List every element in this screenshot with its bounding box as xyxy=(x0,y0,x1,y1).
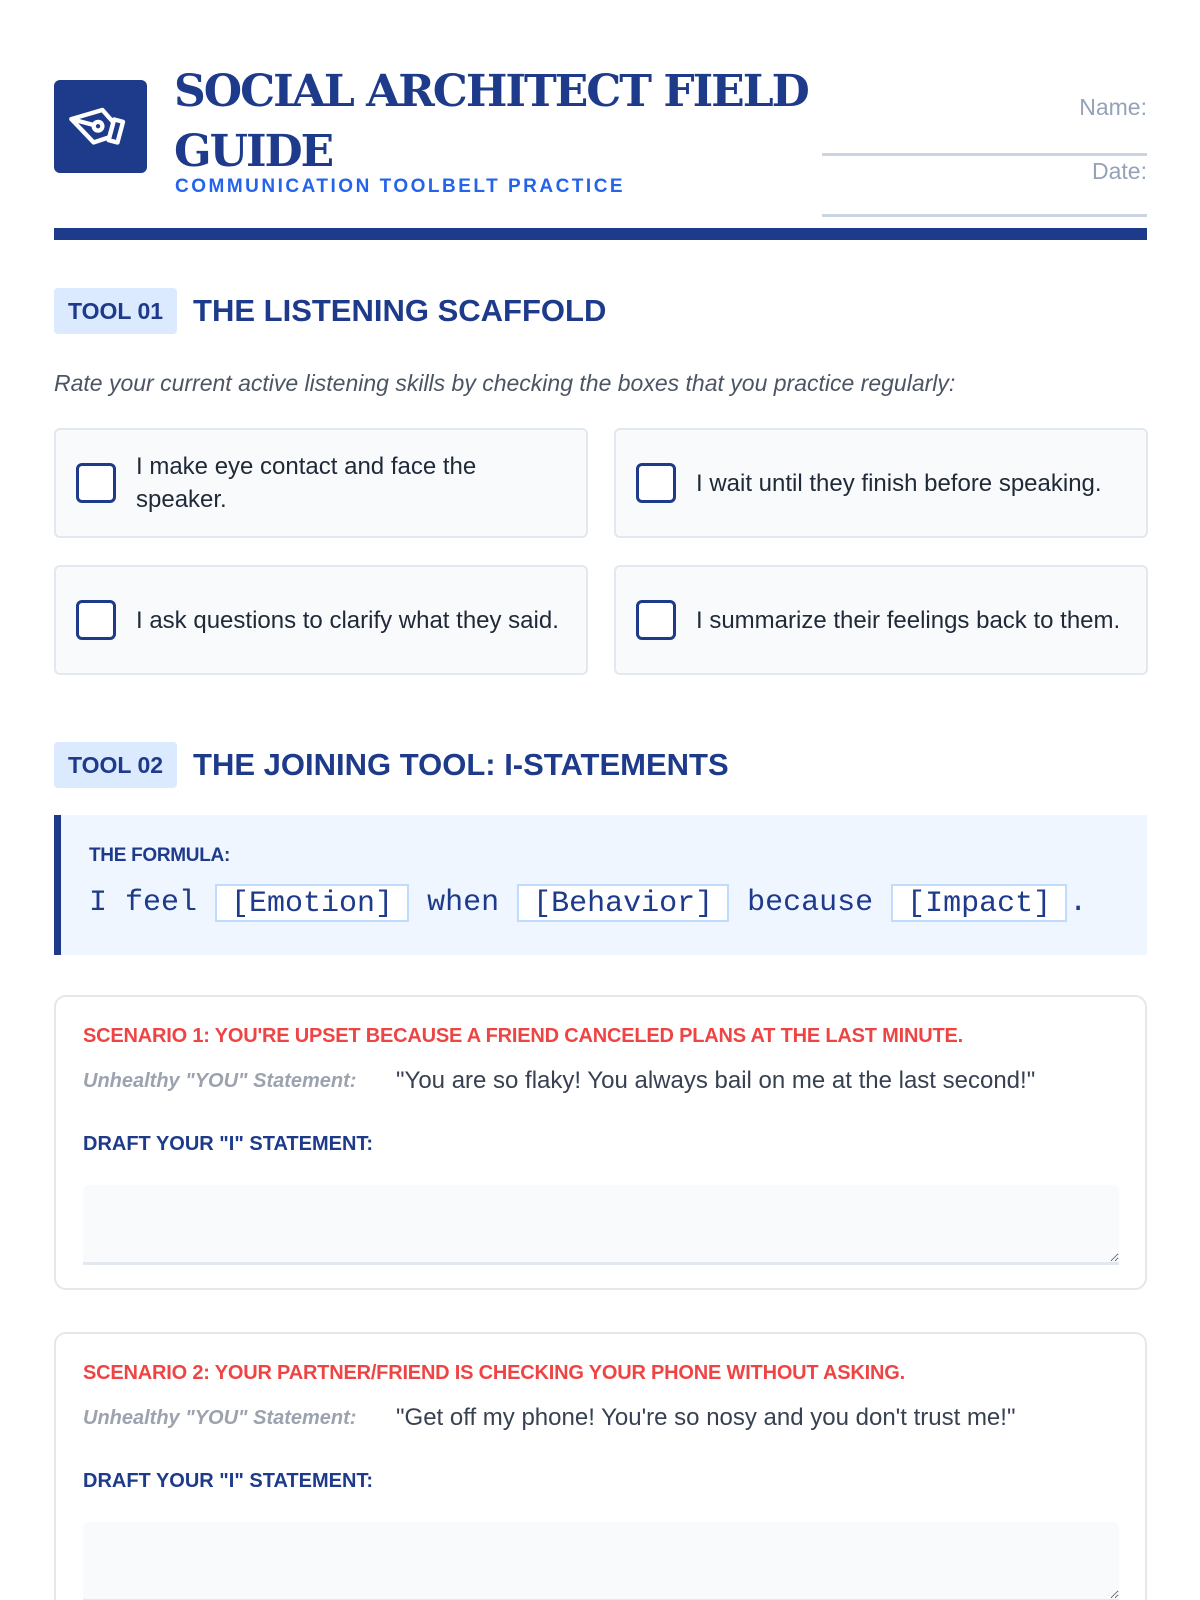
checkbox[interactable] xyxy=(636,463,676,503)
header-divider xyxy=(54,228,1147,240)
page-subtitle: COMMUNICATION TOOLBELT PRACTICE xyxy=(175,176,626,197)
checklist-item-label: I ask questions to clarify what they said. xyxy=(136,606,559,634)
name-date-fields xyxy=(822,92,1147,217)
tool1-tag: TOOL 01 xyxy=(54,288,177,334)
date-field[interactable] xyxy=(822,156,1147,217)
tool2-title: THE JOINING TOOL: I-STATEMENTS xyxy=(193,747,729,782)
checkbox[interactable] xyxy=(76,600,116,640)
date-label: Date: xyxy=(1092,158,1147,184)
formula-slot-emotion: [Emotion] xyxy=(215,884,409,922)
checklist-item[interactable] xyxy=(54,565,588,675)
tool1-instructions: Rate your current active listening skills by checking the boxes that you practice regularly: xyxy=(54,370,956,396)
formula-label: THE FORMULA: xyxy=(89,845,230,866)
scenario-title: SCENARIO 2: YOUR PARTNER/FRIEND IS CHECKING YOUR PHONE WITHOUT ASKING. xyxy=(83,1362,905,1384)
name-label: Name: xyxy=(1079,94,1147,120)
unhealthy-text: "You are so flaky! You always bail on me at the last second!" xyxy=(396,1067,1036,1094)
checklist-item-label: I wait until they finish before speaking. xyxy=(696,469,1102,497)
checklist-item[interactable] xyxy=(614,565,1148,675)
unhealthy-label: Unhealthy "YOU" Statement: xyxy=(83,1069,357,1092)
unhealthy-statement xyxy=(83,1404,1015,1432)
unhealthy-label: Unhealthy "YOU" Statement: xyxy=(83,1406,357,1429)
draft-input[interactable] xyxy=(83,1522,1119,1600)
tool1-title: THE LISTENING SCAFFOLD xyxy=(193,293,607,328)
worksheet-header xyxy=(54,62,1147,212)
formula-word: because xyxy=(747,886,874,920)
checklist-item[interactable] xyxy=(54,428,588,538)
formula-word: I feel xyxy=(89,886,198,920)
tool1-heading xyxy=(54,288,606,334)
logo-badge xyxy=(54,80,147,173)
checklist-item-label: I make eye contact and face the speaker. xyxy=(136,453,477,513)
formula-period: . xyxy=(1069,886,1088,920)
unhealthy-statement xyxy=(83,1067,1035,1095)
checklist-item-label: I summarize their feelings back to them. xyxy=(696,606,1121,634)
tool2-heading xyxy=(54,742,729,788)
scenario-card xyxy=(54,995,1147,1290)
draft-label: DRAFT YOUR "I" STATEMENT: xyxy=(83,1470,374,1492)
formula-box xyxy=(54,815,1147,955)
draft-input[interactable] xyxy=(83,1185,1119,1265)
name-field[interactable] xyxy=(822,92,1147,156)
tool2-tag: TOOL 02 xyxy=(54,742,177,788)
checklist-item[interactable] xyxy=(614,428,1148,538)
checkbox[interactable] xyxy=(636,600,676,640)
unhealthy-text: "Get off my phone! You're so nosy and you don't trust me!" xyxy=(396,1404,1016,1431)
checkbox[interactable] xyxy=(76,463,116,503)
formula-slot-impact: [Impact] xyxy=(891,884,1067,922)
scenario-title: SCENARIO 1: YOU'RE UPSET BECAUSE A FRIEND CANCELED PLANS AT THE LAST MINUTE. xyxy=(83,1025,963,1047)
draft-label: DRAFT YOUR "I" STATEMENT: xyxy=(83,1133,374,1155)
page-title: SOCIAL ARCHITECT FIELD GUIDE xyxy=(174,66,808,177)
scenario-card xyxy=(54,1332,1147,1600)
formula-line xyxy=(89,884,1147,922)
formula-slot-behavior: [Behavior] xyxy=(517,884,729,922)
pen-nib-icon xyxy=(65,91,136,162)
formula-word: when xyxy=(427,886,500,920)
